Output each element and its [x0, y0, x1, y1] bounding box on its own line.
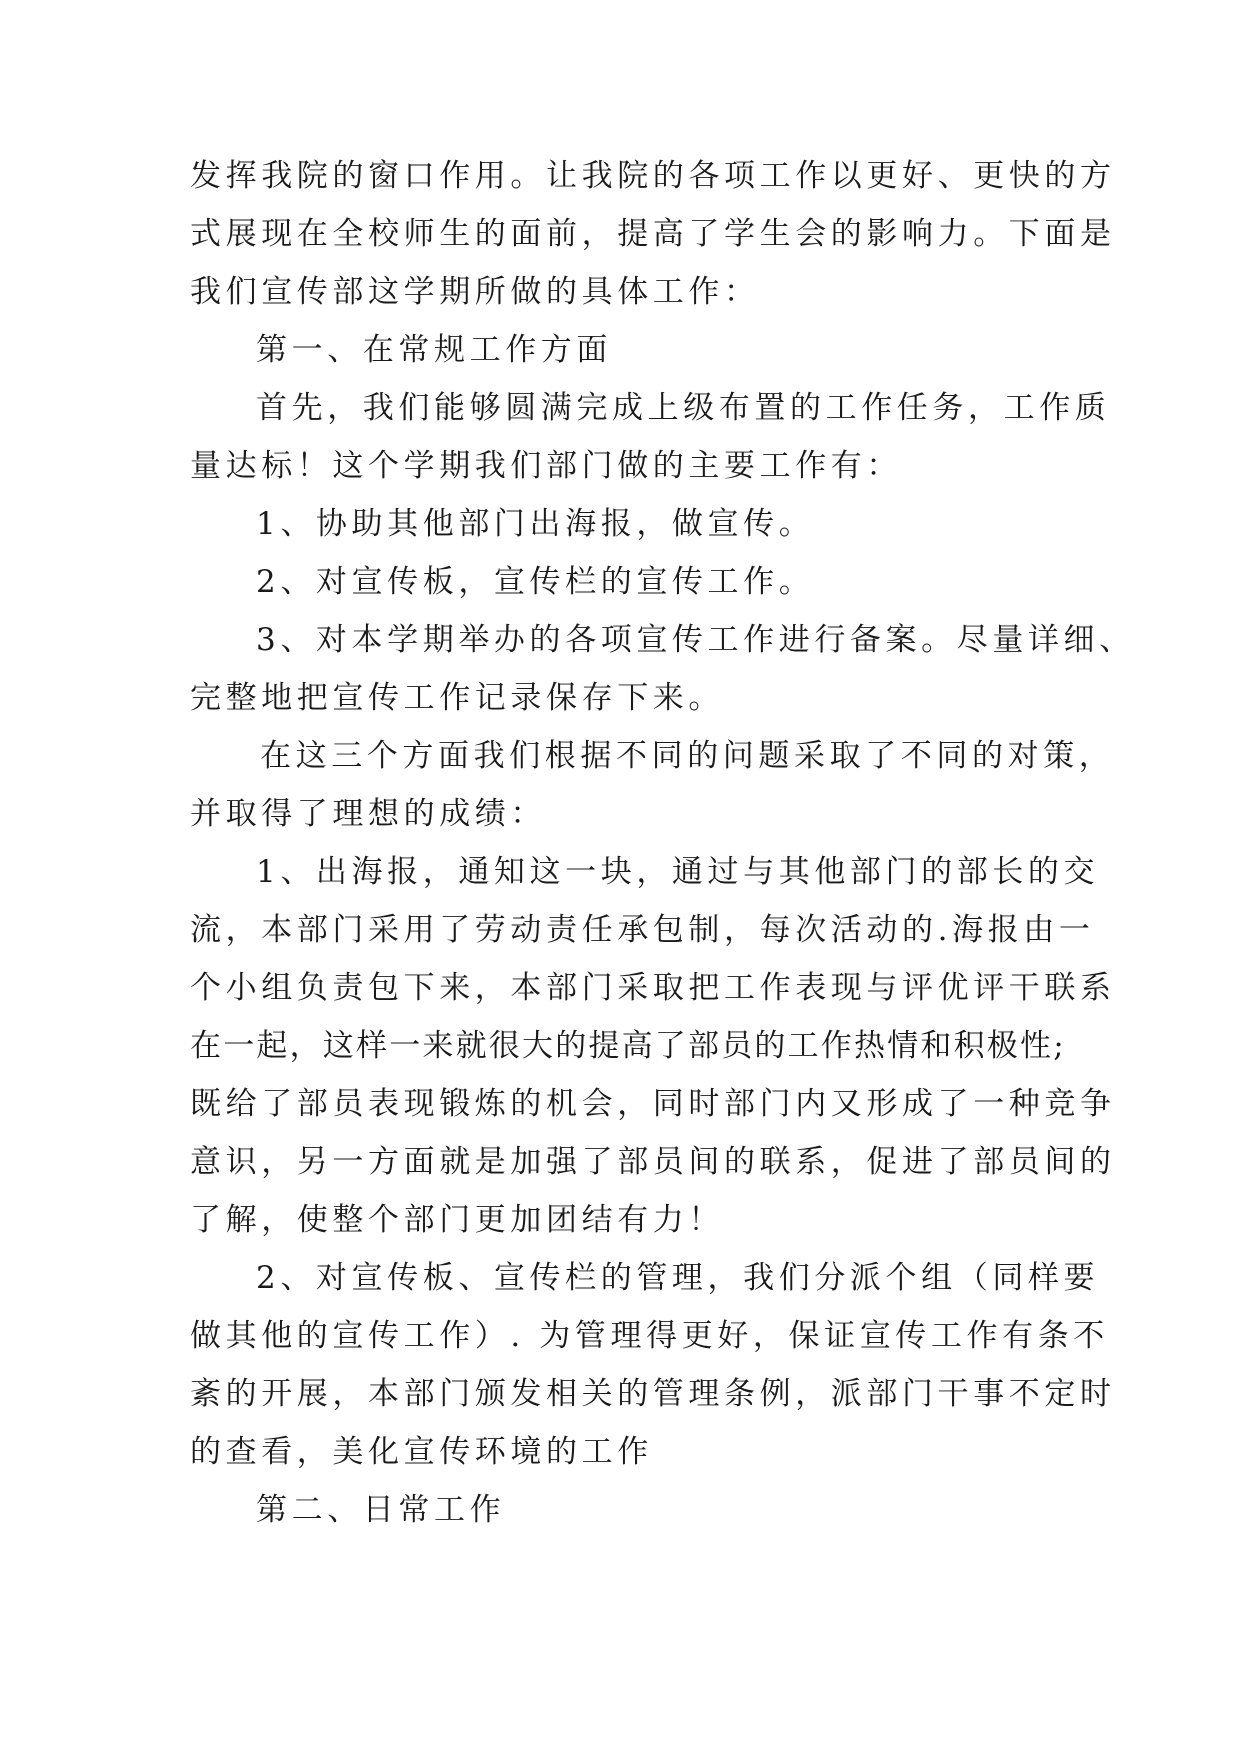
list-item: 2、对宣传板，宣传栏的宣传工作。: [256, 564, 815, 600]
paragraph-line: 了解，使整个部门更加团结有力！: [190, 1202, 724, 1238]
list-item: 1、出海报，通知这一块，通过与其他部门的部长的交: [256, 854, 1100, 890]
paragraph-line: 首先，我们能够圆满完成上级布置的工作任务，工作质: [256, 390, 1111, 426]
paragraph-line: 做其他的宣传工作）. 为管理得更好，保证宣传工作有条不: [190, 1318, 1109, 1354]
paragraph-line: 在这三个方面我们根据不同的问题采取了不同的对策，: [260, 738, 1115, 774]
list-item: 1、协助其他部门出海报，做宣传。: [256, 506, 815, 542]
paragraph-line: 完整地把宣传工作记录保存下来。: [190, 680, 724, 716]
paragraph-line: 并取得了理想的成绩：: [190, 796, 546, 832]
section-heading: 第一、在常规工作方面: [256, 332, 612, 368]
section-heading: 第二、日常工作: [256, 1492, 506, 1528]
paragraph-line: 既给了部员表现锻炼的机会，同时部门内又形成了一种竞争: [190, 1086, 1116, 1122]
paragraph-line: 流，本部门采用了劳动责任承包制，每次活动的.海报由一: [190, 912, 1095, 948]
paragraph-line: 在一起，这样一来就很大的提高了部员的工作热情和积极性;: [190, 1028, 1066, 1064]
list-item: 2、对宣传板、宣传栏的管理，我们分派个组（同样要: [256, 1260, 1100, 1296]
paragraph-line: 量达标！这个学期我们部门做的主要工作有：: [190, 448, 902, 484]
paragraph-line: 的查看，美化宣传环境的工作: [190, 1434, 653, 1470]
paragraph-line: 发挥我院的窗口作用。让我院的各项工作以更好、更快的方: [190, 158, 1116, 194]
list-item: 3、对本学期举办的各项宣传工作进行备案。尽量详细、: [256, 622, 1135, 658]
paragraph-line: 紊的开展，本部门颁发相关的管理条例，派部门干事不定时: [190, 1376, 1116, 1412]
paragraph-line: 我们宣传部这学期所做的具体工作：: [190, 274, 760, 310]
paragraph-line: 式展现在全校师生的面前，提高了学生会的影响力。下面是: [190, 216, 1116, 252]
paragraph-line: 个小组负责包下来，本部门采取把工作表现与评优评干联系: [190, 970, 1116, 1006]
paragraph-line: 意识，另一方面就是加强了部员间的联系，促进了部员间的: [190, 1144, 1116, 1180]
